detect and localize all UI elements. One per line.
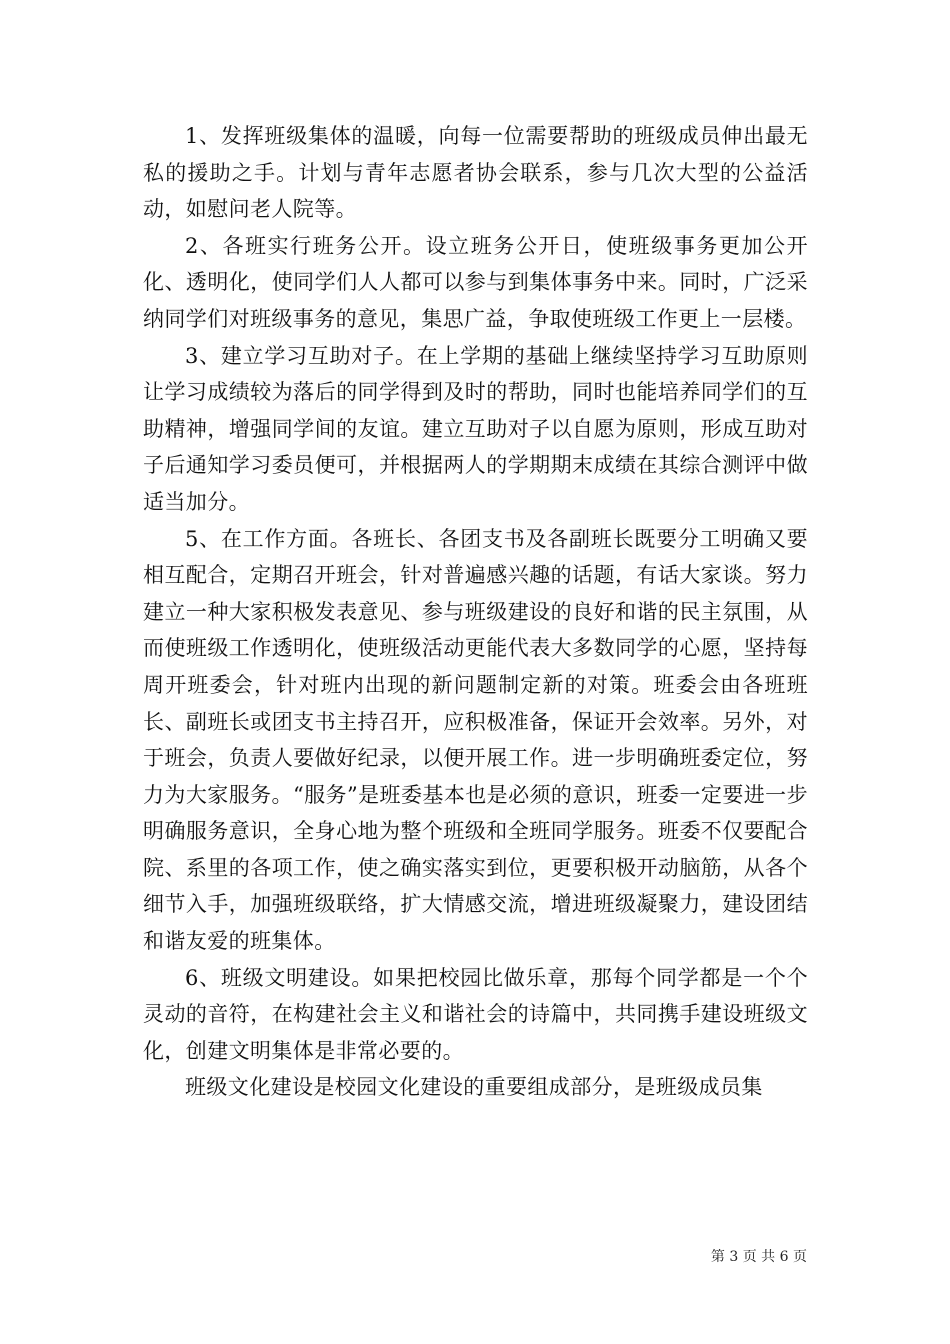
paragraph-3: 3、建立学习互助对子。在上学期的基础上继续坚持学习互助原则让学习成绩较为落后的同学得到及时的帮助，同时也能培养同学们的互助精神，增强同学间的友谊。建立互助对子以自愿为原则，形成互助对子后通知学习委员便可，并根据两人的学期期末成绩在其综合测评中做适当加分。 bbox=[143, 343, 808, 514]
page-number-footer: 第 3 页 共 6 页 bbox=[710, 1249, 807, 1265]
document-body bbox=[143, 118, 808, 1106]
paragraph-1: 1、发挥班级集体的温暖，向每一位需要帮助的班级成员伸出最无私的援助之手。计划与青年志愿者协会联系，参与几次大型的公益活动，如慰问老人院等。 bbox=[143, 124, 808, 222]
paragraph-5: 5、在工作方面。各班长、各团支书及各副班长既要分工明确又要相互配合，定期召开班会，针对普遍感兴趣的话题，有话大家谈。努力建立一种大家积极发表意见、参与班级建设的良好和谐的民主氛围，从而使班级工作透明化，使班级活动更能代表大多数同学的心愿，坚持每周开班委会，针对班内出现的新问题制定新的对策。班委会由各班班长、副班长或团支书主持召开，应积极准备，保证开会效率。另外，对于班会，负责人要做好纪录，以便开展工作。进一步明确班委定位，努力为大家服务。“服务”是班委基本也是必须的意识，班委一定要进一步明确服务意识，全身心地为整个班级和全班同学服务。班委不仅要配合院、系里的各项工作，使之确实落实到位，更要积极开动脑筋，从各个细节入手，加强班级联络，扩大情感交流，增进班级凝聚力，建设团结和谐友爱的班集体。 bbox=[143, 526, 808, 954]
paragraph-2: 2、各班实行班务公开。设立班务公开日，使班级事务更加公开化、透明化，使同学们人人都可以参与到集体事务中来。同时，广泛采纳同学们对班级事务的意见，集思广益，争取使班级工作更上一层楼。 bbox=[143, 233, 808, 331]
paragraph-6: 6、班级文明建设。如果把校园比做乐章，那每个同学都是一个个灵动的音符，在构建社会主义和谐社会的诗篇中，共同携手建设班级文化，创建文明集体是非常必要的。 bbox=[143, 965, 808, 1063]
paragraph-class-culture: 班级文化建设是校园文化建设的重要组成部分，是班级成员集 bbox=[185, 1075, 763, 1100]
